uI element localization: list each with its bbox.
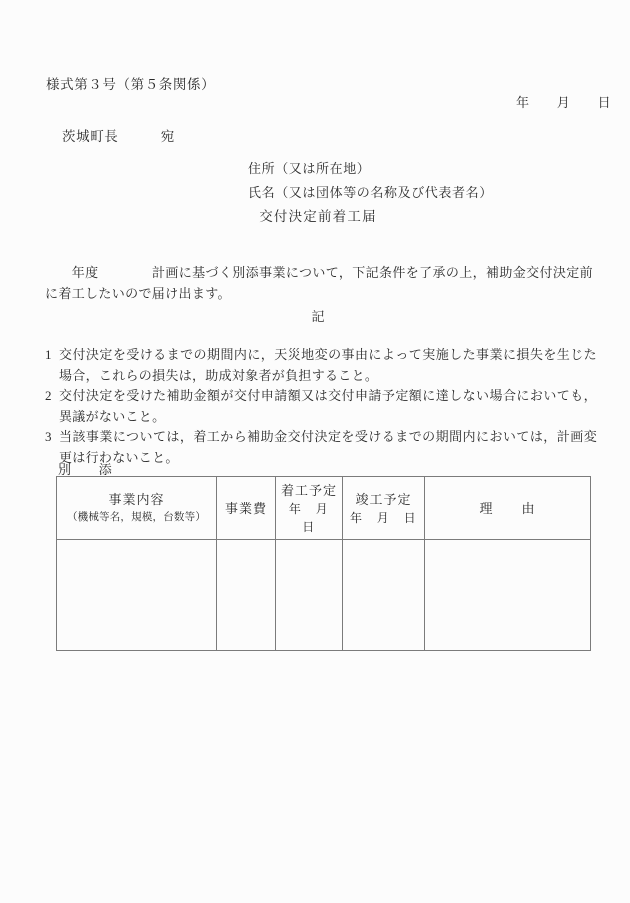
table-header-row bbox=[57, 477, 591, 540]
column-header-start-line1: 着工予定 bbox=[280, 482, 337, 498]
ki-marker: 記 bbox=[311, 309, 325, 324]
addressee-line: 茨城町長 宛 bbox=[62, 129, 175, 144]
column-header-start-date bbox=[276, 477, 343, 540]
list-item-text: 交付決定を受けるまでの期間内に，天災地変の事由によって実施した事業に損失を生じた場合，これらの損失は，助成対象者が負担すること。 bbox=[59, 347, 597, 383]
applicant-name-label: 氏名（又は団体等の名称及び代表者名） bbox=[248, 185, 493, 200]
list-item bbox=[45, 345, 597, 386]
column-header-finish-line2: 年 月 日 bbox=[349, 510, 417, 525]
cell-content[interactable] bbox=[57, 540, 217, 651]
list-item bbox=[45, 386, 597, 427]
attachment-label: 別 添 bbox=[58, 462, 113, 477]
list-item bbox=[45, 427, 597, 468]
list-item-text: 当該事業については，着工から補助金交付決定を受けるまでの期間内においては，計画変更は行わないこと。 bbox=[59, 429, 597, 465]
column-header-cost-label: 事業費 bbox=[224, 500, 267, 516]
list-item-number: 2 bbox=[45, 388, 52, 403]
list-item-number: 3 bbox=[45, 429, 52, 444]
column-header-content-sub: （機械等名，規模，台数等） bbox=[66, 512, 207, 523]
cell-start-date[interactable] bbox=[276, 540, 343, 651]
column-header-reason bbox=[425, 477, 591, 540]
column-header-finish-line1: 竣工予定 bbox=[355, 491, 412, 507]
conditions-list bbox=[45, 345, 597, 468]
column-header-finish-date bbox=[343, 477, 425, 540]
cell-finish-date[interactable] bbox=[343, 540, 425, 651]
body-paragraph: 年度 計画に基づく別添事業について，下記条件を了承の上，補助金交付決定前に着工したいので届け出ます。 bbox=[45, 265, 593, 301]
document-title: 交付決定前着工届 bbox=[259, 209, 377, 224]
applicant-address-label: 住所（又は所在地） bbox=[248, 161, 371, 176]
table-row bbox=[57, 540, 591, 651]
form-number: 様式第３号（第５条関係） bbox=[46, 77, 216, 92]
column-header-content-main: 事業内容 bbox=[108, 492, 165, 507]
column-header-reason-label: 理 由 bbox=[479, 500, 536, 516]
column-header-start-line2: 年 月 日 bbox=[288, 501, 343, 534]
cell-reason[interactable] bbox=[425, 540, 591, 651]
attachment-table bbox=[56, 476, 591, 651]
list-item-text: 交付決定を受けた補助金額が交付申請額又は交付申請予定額に達しない場合においても，異議がないこと。 bbox=[59, 388, 597, 424]
column-header-cost bbox=[217, 477, 276, 540]
date-line: 年 月 日 bbox=[516, 95, 612, 110]
cell-cost[interactable] bbox=[217, 540, 276, 651]
list-item-number: 1 bbox=[45, 347, 52, 362]
column-header-content bbox=[57, 477, 217, 540]
